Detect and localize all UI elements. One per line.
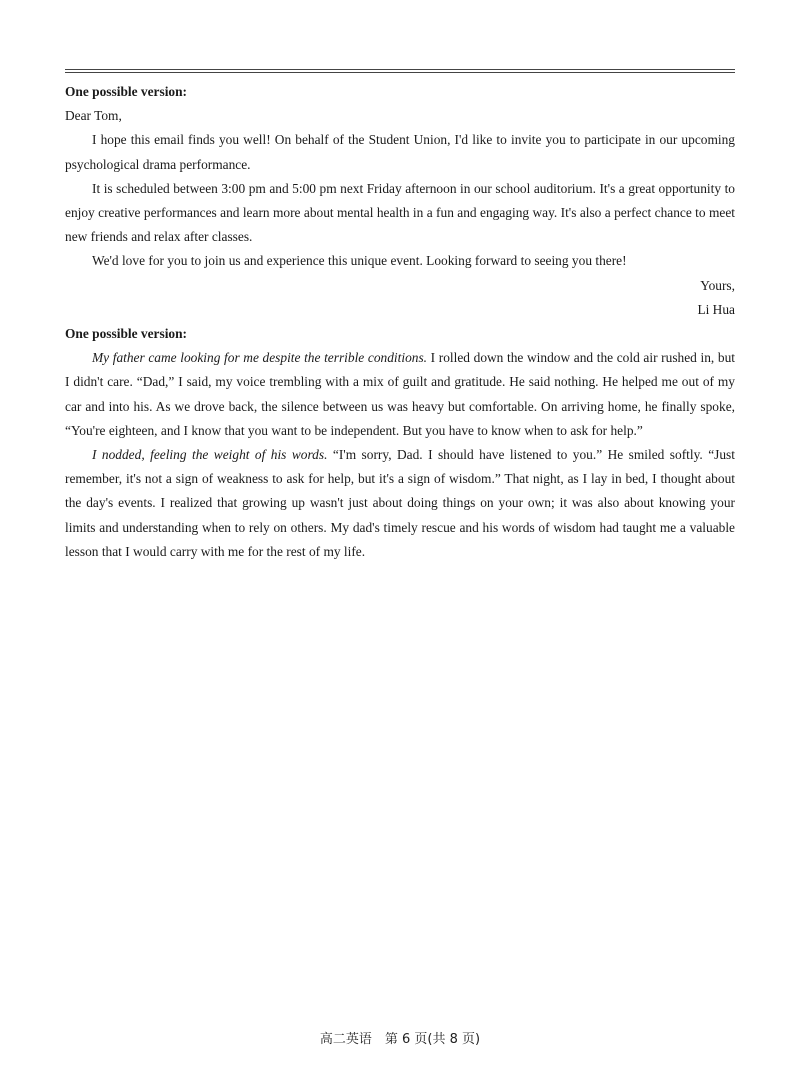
story-paragraph-2-opening: I nodded, feeling the weight of his words. xyxy=(92,447,328,463)
letter-paragraph-2: It is scheduled between 3:00 pm and 5:00 pm next Friday afternoon in our school auditorium. It's a great opportunity to enjoy creative performances and learn more about mental health in a fun and engaging way. It's also a perfect chance to meet new friends and relax after classes. xyxy=(65,180,735,245)
letter-paragraph-1: I hope this email finds you well! On behalf of the Student Union, I'd like to invite you to participate in our upcoming psychological drama performance. xyxy=(65,132,735,172)
letter-closing: Yours, xyxy=(700,277,735,293)
story-paragraph-1 xyxy=(65,346,735,443)
story-paragraph-1-body: I rolled down the window and the cold air rushed in, but I didn't care. “Dad,” I said, my voice trembling with a mix of guilt and gratitude. He said nothing. He helped me out of my car and into his. As we drove back, the silence between us was heavy but comfortable. On arriving home, he finally spoke, “You're eighteen, and I know that you want to be independent. But you have to know when to ask for help.” xyxy=(65,350,736,438)
letter-heading: One possible version: xyxy=(65,84,188,99)
top-rule-upper xyxy=(65,69,735,70)
page-footer: 高二英语 第 6 页(共 8 页) xyxy=(319,1032,481,1047)
story-section xyxy=(65,322,735,564)
letter-signature: Li Hua xyxy=(697,301,735,317)
story-heading: One possible version: xyxy=(65,326,188,342)
story-paragraph-1-opening: My father came looking for me despite the terrible conditions. xyxy=(92,350,428,366)
letter-section xyxy=(65,80,735,322)
letter-paragraph-3: We'd love for you to join us and experience this unique event. Looking forward to seeing you there! xyxy=(92,253,627,269)
story-paragraph-2-body: “I'm sorry, Dad. I should have listened to you.” He smiled softly. “Just remember, it's not a sign of weakness to ask for help, but it's a sign of wisdom.” That night, as I lay in bed, I thought about the day's events. I realized that growing up wasn't just about doing things on your own; it was also about knowing your limits and understanding when to rely on others. My dad's timely rescue and his words of wisdom had taught me a valuable lesson that I would carry with me for the rest of my life. xyxy=(65,447,735,559)
top-rule-lower xyxy=(65,72,735,73)
story-paragraph-2 xyxy=(65,443,735,564)
letter-greeting: Dear Tom, xyxy=(65,108,122,124)
answer-content xyxy=(65,80,735,564)
